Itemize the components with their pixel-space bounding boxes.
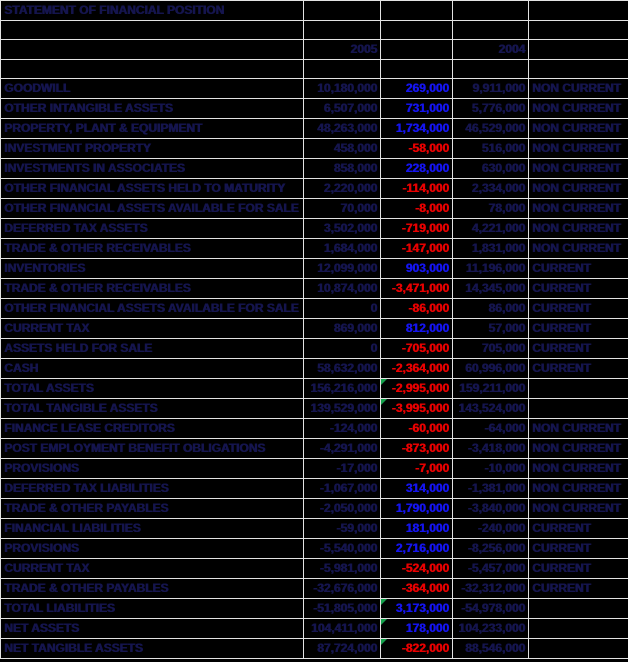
cell-classification[interactable]	[529, 399, 628, 419]
cell-value-2005[interactable]: 104,411,000	[304, 619, 381, 639]
cell-row-label[interactable]: CASH	[1, 359, 304, 379]
cell-value-2005[interactable]: -2,050,000	[304, 499, 381, 519]
cell-value-2005[interactable]: 1,684,000	[304, 239, 381, 259]
cell-classification[interactable]: NON CURRENT	[529, 479, 628, 499]
cell-classification[interactable]: NON CURRENT	[529, 99, 628, 119]
empty-cell[interactable]	[304, 1, 381, 21]
cell-row-label[interactable]: GOODWILL	[1, 79, 304, 99]
cell-classification[interactable]: NON CURRENT	[529, 439, 628, 459]
cell-row-label[interactable]: ASSETS HELD FOR SALE	[1, 339, 304, 359]
year-header-row	[1, 40, 628, 60]
cell-classification[interactable]	[529, 639, 628, 659]
cell-value-2004[interactable]: 516,000	[453, 139, 529, 159]
cell-value-diff[interactable]: -705,000	[381, 339, 453, 359]
table-row	[1, 639, 628, 659]
empty-cell[interactable]	[381, 1, 453, 21]
cell-value-2004[interactable]: 159,211,000	[453, 379, 529, 399]
table-row	[1, 459, 628, 479]
cell-value-diff[interactable]: 1,734,000	[381, 119, 453, 139]
cell-value-2004[interactable]: 630,000	[453, 159, 529, 179]
empty-cell[interactable]	[1, 40, 304, 60]
cell-value-2005[interactable]: 6,507,000	[304, 99, 381, 119]
cell-row-label[interactable]: OTHER FINANCIAL ASSETS AVAILABLE FOR SALE	[1, 199, 304, 219]
cell-value-diff[interactable]: -822,000	[381, 639, 453, 659]
table-row	[1, 159, 628, 179]
cell-value-2004[interactable]: -240,000	[453, 519, 529, 539]
cell-value-2004[interactable]: -54,978,000	[453, 599, 529, 619]
cell-row-label[interactable]: DEFERRED TAX ASSETS	[1, 219, 304, 239]
table-row	[1, 419, 628, 439]
cell-classification[interactable]: NON CURRENT	[529, 119, 628, 139]
cell-value-diff[interactable]: -364,000	[381, 579, 453, 599]
table-row	[1, 599, 628, 619]
cell-value-diff[interactable]: -524,000	[381, 559, 453, 579]
cell-value-2004[interactable]: -3,840,000	[453, 499, 529, 519]
cell-value-diff[interactable]: -58,000	[381, 139, 453, 159]
table-row	[1, 379, 628, 399]
cell-value-2004[interactable]: 78,000	[453, 199, 529, 219]
cell-value-diff[interactable]: -114,000	[381, 179, 453, 199]
cell-value-diff[interactable]: -2,995,000	[381, 379, 453, 399]
cell-value-2004[interactable]: 2,334,000	[453, 179, 529, 199]
empty-cell[interactable]	[381, 60, 453, 79]
table-row	[1, 619, 628, 639]
empty-cell[interactable]	[529, 1, 628, 21]
cell-row-label[interactable]: OTHER INTANGIBLE ASSETS	[1, 99, 304, 119]
cell-value-2004[interactable]: -8,256,000	[453, 539, 529, 559]
cell-value-diff[interactable]: -719,000	[381, 219, 453, 239]
cell-row-label[interactable]: INVESTMENTS IN ASSOCIATES	[1, 159, 304, 179]
cell-classification[interactable]	[529, 599, 628, 619]
cell-row-label[interactable]: OTHER FINANCIAL ASSETS AVAILABLE FOR SALE	[1, 299, 304, 319]
cell-row-label[interactable]: FINANCIAL LIABILITIES	[1, 519, 304, 539]
cell-value-diff[interactable]: 1,790,000	[381, 499, 453, 519]
table-row	[1, 319, 628, 339]
cell-value-2005[interactable]: 0	[304, 339, 381, 359]
cell-row-label[interactable]: OTHER FINANCIAL ASSETS HELD TO MATURITY	[1, 179, 304, 199]
cell-value-diff[interactable]: 181,000	[381, 519, 453, 539]
cell-classification[interactable]: NON CURRENT	[529, 419, 628, 439]
cell-row-label[interactable]: PROPERTY, PLANT & EQUIPMENT	[1, 119, 304, 139]
cell-row-label[interactable]: TOTAL LIABILITIES	[1, 599, 304, 619]
cell-value-2004[interactable]: 705,000	[453, 339, 529, 359]
cell-value-diff[interactable]: 903,000	[381, 259, 453, 279]
empty-cell[interactable]	[1, 60, 304, 79]
cell-classification[interactable]: CURRENT	[529, 579, 628, 599]
cell-value-2005[interactable]: 139,529,000	[304, 399, 381, 419]
cell-row-label[interactable]: POST EMPLOYMENT BENEFIT OBLIGATIONS	[1, 439, 304, 459]
cell-value-2004[interactable]: -10,000	[453, 459, 529, 479]
table-row	[1, 119, 628, 139]
cell-value-2005[interactable]: 10,180,000	[304, 79, 381, 99]
cell-row-label[interactable]: INVENTORIES	[1, 259, 304, 279]
cell-value-2005[interactable]: 156,216,000	[304, 379, 381, 399]
cell-value-2005[interactable]: 2,220,000	[304, 179, 381, 199]
cell-classification[interactable]: CURRENT	[529, 519, 628, 539]
cell-row-label[interactable]: TOTAL TANGIBLE ASSETS	[1, 399, 304, 419]
table-row	[1, 479, 628, 499]
cell-classification[interactable]: NON CURRENT	[529, 219, 628, 239]
cell-value-diff[interactable]: -3,995,000	[381, 399, 453, 419]
cell-value-2005[interactable]: 0	[304, 299, 381, 319]
blank-row	[1, 60, 628, 79]
green-corner-marker-icon	[381, 599, 387, 605]
green-corner-marker-icon	[381, 379, 387, 385]
cell-value-2005[interactable]: 70,000	[304, 199, 381, 219]
cell-value-2004[interactable]: 60,996,000	[453, 359, 529, 379]
cell-row-label[interactable]: TRADE & OTHER PAYABLES	[1, 499, 304, 519]
cell-value-diff[interactable]: -3,471,000	[381, 279, 453, 299]
cell-classification[interactable]: NON CURRENT	[529, 459, 628, 479]
cell-value-2005[interactable]: -32,676,000	[304, 579, 381, 599]
cell-value-2005[interactable]: -124,000	[304, 419, 381, 439]
cell-classification[interactable]: CURRENT	[529, 339, 628, 359]
cell-value-2005[interactable]: -5,981,000	[304, 559, 381, 579]
table-row	[1, 99, 628, 119]
empty-cell[interactable]	[529, 21, 628, 40]
cell-row-label[interactable]: TRADE & OTHER RECEIVABLES	[1, 279, 304, 299]
cell-value-2004[interactable]: -64,000	[453, 419, 529, 439]
cell-row-label[interactable]: PROVISIONS	[1, 459, 304, 479]
cell-value-2004[interactable]: -5,457,000	[453, 559, 529, 579]
cell-value-diff[interactable]: 2,716,000	[381, 539, 453, 559]
cell-value-diff[interactable]: -60,000	[381, 419, 453, 439]
cell-value-2004[interactable]: 143,524,000	[453, 399, 529, 419]
empty-cell[interactable]	[453, 1, 529, 21]
empty-cell[interactable]	[304, 60, 381, 79]
cell-value-2005[interactable]: 12,099,000	[304, 259, 381, 279]
cell-value-2005[interactable]: -51,805,000	[304, 599, 381, 619]
cell-value-diff[interactable]: 731,000	[381, 99, 453, 119]
cell-value-diff[interactable]: -873,000	[381, 439, 453, 459]
cell-value-2004[interactable]: 4,221,000	[453, 219, 529, 239]
cell-classification[interactable]	[529, 379, 628, 399]
green-corner-marker-icon	[381, 639, 387, 645]
cell-value-diff[interactable]: 178,000	[381, 619, 453, 639]
table-row	[1, 299, 628, 319]
empty-cell[interactable]	[529, 40, 628, 60]
cell-classification[interactable]: CURRENT	[529, 299, 628, 319]
cell-value-2005[interactable]: -1,067,000	[304, 479, 381, 499]
table-row	[1, 359, 628, 379]
table-row	[1, 179, 628, 199]
blank-row	[1, 21, 628, 40]
year-left-cell[interactable]: 2005	[304, 40, 381, 60]
cell-value-2004[interactable]: 46,529,000	[453, 119, 529, 139]
cell-row-label[interactable]: CURRENT TAX	[1, 559, 304, 579]
table-row	[1, 339, 628, 359]
cell-row-label[interactable]: TRADE & OTHER PAYABLES	[1, 579, 304, 599]
table-row	[1, 499, 628, 519]
cell-value-diff[interactable]: -86,000	[381, 299, 453, 319]
cell-value-2005[interactable]: 10,874,000	[304, 279, 381, 299]
cell-row-label[interactable]: PROVISIONS	[1, 539, 304, 559]
empty-cell[interactable]	[304, 21, 381, 40]
green-corner-marker-icon	[381, 619, 387, 625]
table-row	[1, 399, 628, 419]
cell-value-diff[interactable]: 314,000	[381, 479, 453, 499]
cell-classification[interactable]: CURRENT	[529, 539, 628, 559]
cell-value-2005[interactable]: 87,724,000	[304, 639, 381, 659]
cell-value-diff[interactable]: -2,364,000	[381, 359, 453, 379]
cell-row-label[interactable]: NET ASSETS	[1, 619, 304, 639]
cell-row-label[interactable]: TRADE & OTHER RECEIVABLES	[1, 239, 304, 259]
table-row	[1, 559, 628, 579]
cell-row-label[interactable]: INVESTMENT PROPERTY	[1, 139, 304, 159]
title-row	[1, 1, 628, 21]
table-row	[1, 519, 628, 539]
cell-value-diff[interactable]: 228,000	[381, 159, 453, 179]
cell-classification[interactable]: CURRENT	[529, 279, 628, 299]
table-row	[1, 579, 628, 599]
empty-cell[interactable]	[381, 40, 453, 60]
cell-classification[interactable]	[529, 619, 628, 639]
cell-row-label[interactable]: DEFERRED TAX LIABILITIES	[1, 479, 304, 499]
empty-cell[interactable]	[453, 60, 529, 79]
cell-value-2005[interactable]: -4,291,000	[304, 439, 381, 459]
cell-value-2004[interactable]: 11,196,000	[453, 259, 529, 279]
cell-value-2004[interactable]: 5,776,000	[453, 99, 529, 119]
cell-classification[interactable]: NON CURRENT	[529, 499, 628, 519]
empty-cell[interactable]	[381, 21, 453, 40]
empty-cell[interactable]	[529, 60, 628, 79]
cell-value-2005[interactable]: 58,632,000	[304, 359, 381, 379]
cell-value-2004[interactable]: 1,831,000	[453, 239, 529, 259]
table-row	[1, 259, 628, 279]
cell-row-label[interactable]: TOTAL ASSETS	[1, 379, 304, 399]
cell-classification[interactable]: CURRENT	[529, 319, 628, 339]
cell-value-2004[interactable]: 104,233,000	[453, 619, 529, 639]
cell-value-diff[interactable]: 269,000	[381, 79, 453, 99]
cell-value-2005[interactable]: 48,263,000	[304, 119, 381, 139]
cell-value-2004[interactable]: -32,312,000	[453, 579, 529, 599]
cell-classification[interactable]: CURRENT	[529, 359, 628, 379]
cell-classification[interactable]: NON CURRENT	[529, 79, 628, 99]
cell-value-2004[interactable]: 57,000	[453, 319, 529, 339]
table-row	[1, 279, 628, 299]
cell-value-diff[interactable]: -7,000	[381, 459, 453, 479]
cell-value-2004[interactable]: 14,345,000	[453, 279, 529, 299]
cell-value-2004[interactable]: -1,381,000	[453, 479, 529, 499]
green-corner-marker-icon	[381, 399, 387, 405]
table-row	[1, 199, 628, 219]
cell-value-diff[interactable]: 812,000	[381, 319, 453, 339]
cell-classification[interactable]: NON CURRENT	[529, 179, 628, 199]
cell-value-diff[interactable]: -8,000	[381, 199, 453, 219]
empty-cell[interactable]	[1, 21, 304, 40]
cell-value-2005[interactable]: 858,000	[304, 159, 381, 179]
cell-value-2004[interactable]: 9,911,000	[453, 79, 529, 99]
cell-value-2005[interactable]: 458,000	[304, 139, 381, 159]
cell-row-label[interactable]: FINANCE LEASE CREDITORS	[1, 419, 304, 439]
cell-value-2005[interactable]: 869,000	[304, 319, 381, 339]
year-right-cell[interactable]: 2004	[453, 40, 529, 60]
cell-classification[interactable]: NON CURRENT	[529, 159, 628, 179]
cell-value-diff[interactable]: 3,173,000	[381, 599, 453, 619]
cell-value-2004[interactable]: 86,000	[453, 299, 529, 319]
cell-value-2004[interactable]: 88,546,000	[453, 639, 529, 659]
data-rows	[1, 79, 628, 659]
table-row	[1, 439, 628, 459]
cell-value-2005[interactable]: -17,000	[304, 459, 381, 479]
cell-value-2005[interactable]: -5,540,000	[304, 539, 381, 559]
sheet-title-cell[interactable]: STATEMENT OF FINANCIAL POSITION	[1, 1, 304, 21]
table-row	[1, 219, 628, 239]
cell-value-2005[interactable]: -59,000	[304, 519, 381, 539]
table-row	[1, 239, 628, 259]
cell-classification[interactable]: NON CURRENT	[529, 139, 628, 159]
cell-row-label[interactable]: NET TANGIBLE ASSETS	[1, 639, 304, 659]
empty-cell[interactable]	[453, 21, 529, 40]
cell-classification[interactable]: CURRENT	[529, 259, 628, 279]
cell-classification[interactable]: NON CURRENT	[529, 199, 628, 219]
table-row	[1, 539, 628, 559]
cell-classification[interactable]: CURRENT	[529, 559, 628, 579]
table-row	[1, 139, 628, 159]
cell-row-label[interactable]: CURRENT TAX	[1, 319, 304, 339]
cell-value-2005[interactable]: 3,502,000	[304, 219, 381, 239]
cell-value-diff[interactable]: -147,000	[381, 239, 453, 259]
cell-value-2004[interactable]: -3,418,000	[453, 439, 529, 459]
table-row	[1, 79, 628, 99]
cell-classification[interactable]: NON CURRENT	[529, 239, 628, 259]
